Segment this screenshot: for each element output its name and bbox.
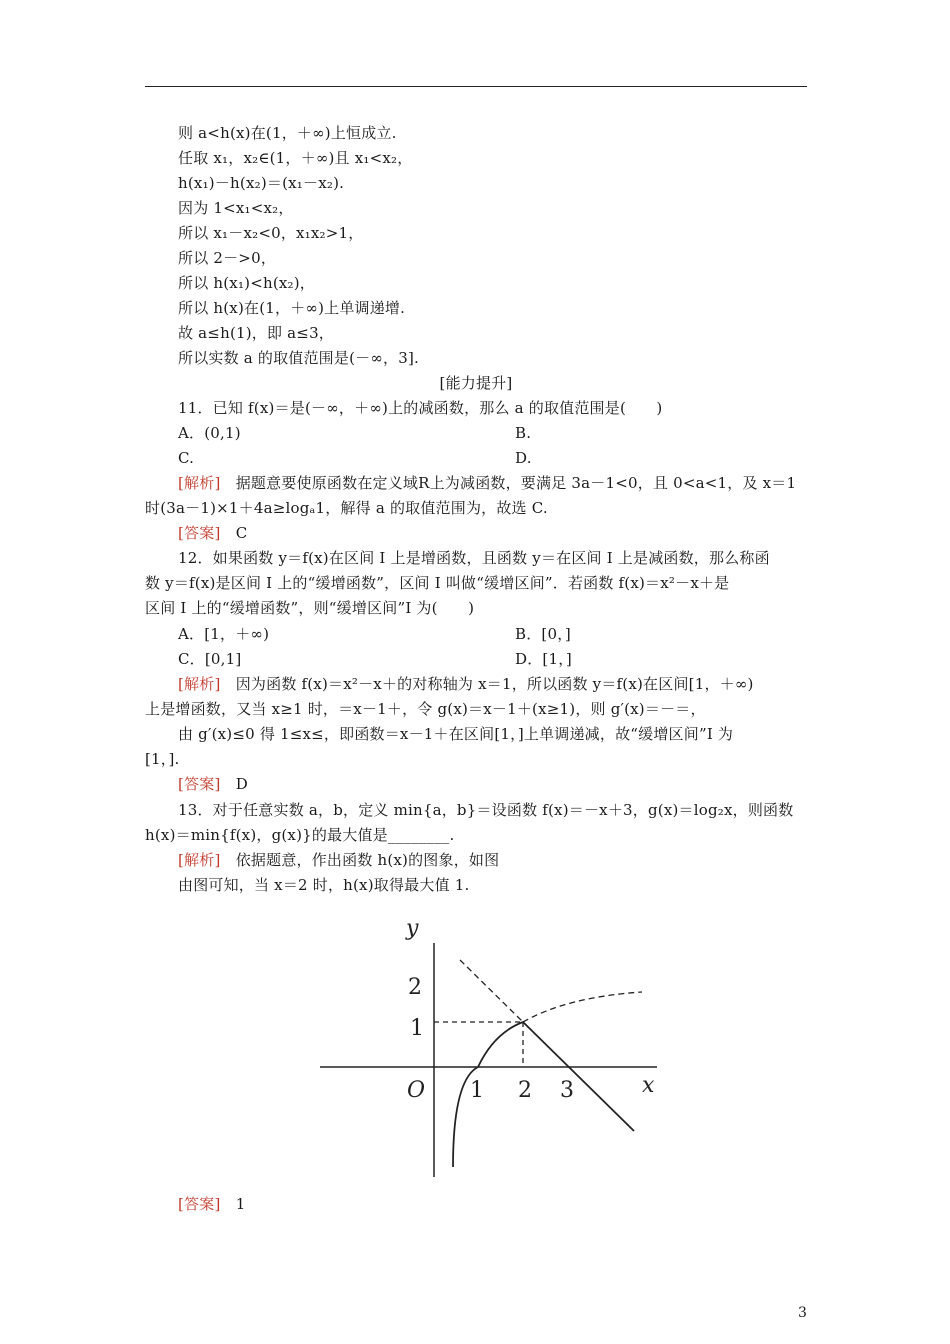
q11-option-b: B. bbox=[515, 424, 532, 442]
q12-analysis-cont: [1，]. bbox=[145, 750, 180, 768]
x-tick-label: 3 bbox=[560, 1078, 574, 1103]
answer-tag: [答案] bbox=[178, 1195, 221, 1213]
q12-option-a: A．[1，＋∞) bbox=[178, 625, 270, 643]
line-dashed bbox=[460, 960, 523, 1022]
q13-stem-cont: h(x)＝min{f(x)，g(x)}的最大值是________. bbox=[145, 826, 455, 844]
analysis-tag: [解析] bbox=[178, 851, 221, 869]
q13-stem: 13．对于任意实数 a，b，定义 min{a，b}＝设函数 f(x)＝－x＋3，g(x)＝log₂x，则函数 bbox=[178, 801, 794, 819]
y-tick-label: 1 bbox=[410, 1016, 424, 1041]
q11-option-a: A．(0,1) bbox=[178, 424, 241, 442]
q12-option-c: C．[0,1] bbox=[178, 650, 242, 668]
q12-stem-cont: 数 y＝f(x)是区间 I 上的“缓增函数”，区间 I 叫做“缓增区间”．若函数 f(x)＝x²－x＋是 bbox=[145, 574, 730, 592]
q12-analysis-cont: 由 g′(x)≤0 得 1≤x≤，即函数＝x－1＋在区间[1，]上单调递减，故“缓增区间”I 为 bbox=[178, 725, 734, 743]
text-line: 则 a<h(x)在(1，＋∞)上恒成立. bbox=[178, 124, 397, 142]
line-solid bbox=[523, 1022, 634, 1131]
text-line: 所以 h(x)在(1，＋∞)上单调递增. bbox=[178, 299, 406, 317]
text-line: 因为 1<x₁<x₂， bbox=[178, 199, 294, 217]
q11-analysis bbox=[178, 473, 796, 493]
x-tick-label: 2 bbox=[518, 1078, 532, 1103]
q12-option-d: D．[1，] bbox=[515, 650, 572, 668]
header-rule bbox=[145, 86, 807, 87]
q12-analysis bbox=[178, 674, 754, 694]
y-axis-label: y bbox=[406, 916, 419, 941]
analysis-tag: [解析] bbox=[178, 474, 221, 492]
text-line: 任取 x₁，x₂∈(1，＋∞)且 x₁<x₂， bbox=[178, 149, 413, 167]
text-line: 所以 2－>0， bbox=[178, 249, 277, 267]
q13-analysis-cont: 由图可知，当 x＝2 时，h(x)取得最大值 1. bbox=[178, 876, 470, 894]
function-graph bbox=[312, 905, 662, 1185]
q11-stem: 11．已知 f(x)＝是(－∞，＋∞)上的减函数，那么 a 的取值范围是( ) bbox=[178, 399, 663, 417]
q12-stem: 12．如果函数 y＝f(x)在区间 I 上是增函数，且函数 y＝在区间 I 上是减函数，那么称函 bbox=[178, 549, 770, 567]
q11-option-d: D. bbox=[515, 449, 532, 467]
q11-analysis-cont: 时(3a－1)×1＋4a≥logₐ1，解得 a 的取值范围为，故选 C. bbox=[145, 499, 548, 517]
y-tick-label: 2 bbox=[408, 975, 422, 1000]
q11-option-c: C. bbox=[178, 449, 195, 467]
answer-tag: [答案] bbox=[178, 775, 221, 793]
x-tick-label: 1 bbox=[470, 1078, 484, 1103]
q12-answer bbox=[178, 774, 248, 794]
analysis-tag: [解析] bbox=[178, 675, 221, 693]
log-curve-dashed bbox=[523, 992, 642, 1022]
x-axis-label: x bbox=[642, 1073, 655, 1098]
answer-text: 1 bbox=[220, 1195, 246, 1213]
q13-answer bbox=[178, 1194, 245, 1214]
section-title: [能力提升] bbox=[439, 374, 513, 392]
text-line: h(x₁)－h(x₂)＝(x₁－x₂). bbox=[178, 174, 345, 192]
text-line: 所以实数 a 的取值范围是(－∞，3]. bbox=[178, 349, 419, 367]
page-number: 3 bbox=[798, 1305, 807, 1321]
analysis-text: 依据题意，作出函数 h(x)的图象，如图 bbox=[220, 851, 500, 869]
analysis-text: 据题意要使原函数在定义域R上为减函数，要满足 3a－1<0，且 0<a<1，及 x＝1 bbox=[220, 474, 797, 492]
origin-label: O bbox=[407, 1078, 426, 1103]
text-line: 故 a≤h(1)，即 a≤3， bbox=[178, 324, 335, 342]
text-line: 所以 h(x₁)<h(x₂)， bbox=[178, 274, 316, 292]
q12-analysis-cont: 上是增函数，又当 x≥1 时，＝x－1＋，令 g(x)＝x－1＋(x≥1)，则 g′(x)＝－＝， bbox=[145, 700, 706, 718]
text-line: 所以 x₁－x₂<0，x₁x₂>1， bbox=[178, 224, 364, 242]
q12-stem-cont: 区间 I 上的“缓增函数”，则“缓增区间”I 为( ) bbox=[145, 599, 475, 617]
analysis-text: 因为函数 f(x)＝x²－x＋的对称轴为 x＝1，所以函数 y＝f(x)在区间[1，＋∞) bbox=[220, 675, 754, 693]
log-curve-solid bbox=[453, 1022, 523, 1167]
answer-tag: [答案] bbox=[178, 524, 221, 542]
answer-text: C bbox=[220, 524, 248, 542]
q11-answer bbox=[178, 523, 247, 543]
q13-analysis bbox=[178, 850, 499, 870]
answer-text: D bbox=[220, 775, 248, 793]
q12-option-b: B．[0，] bbox=[515, 625, 571, 643]
